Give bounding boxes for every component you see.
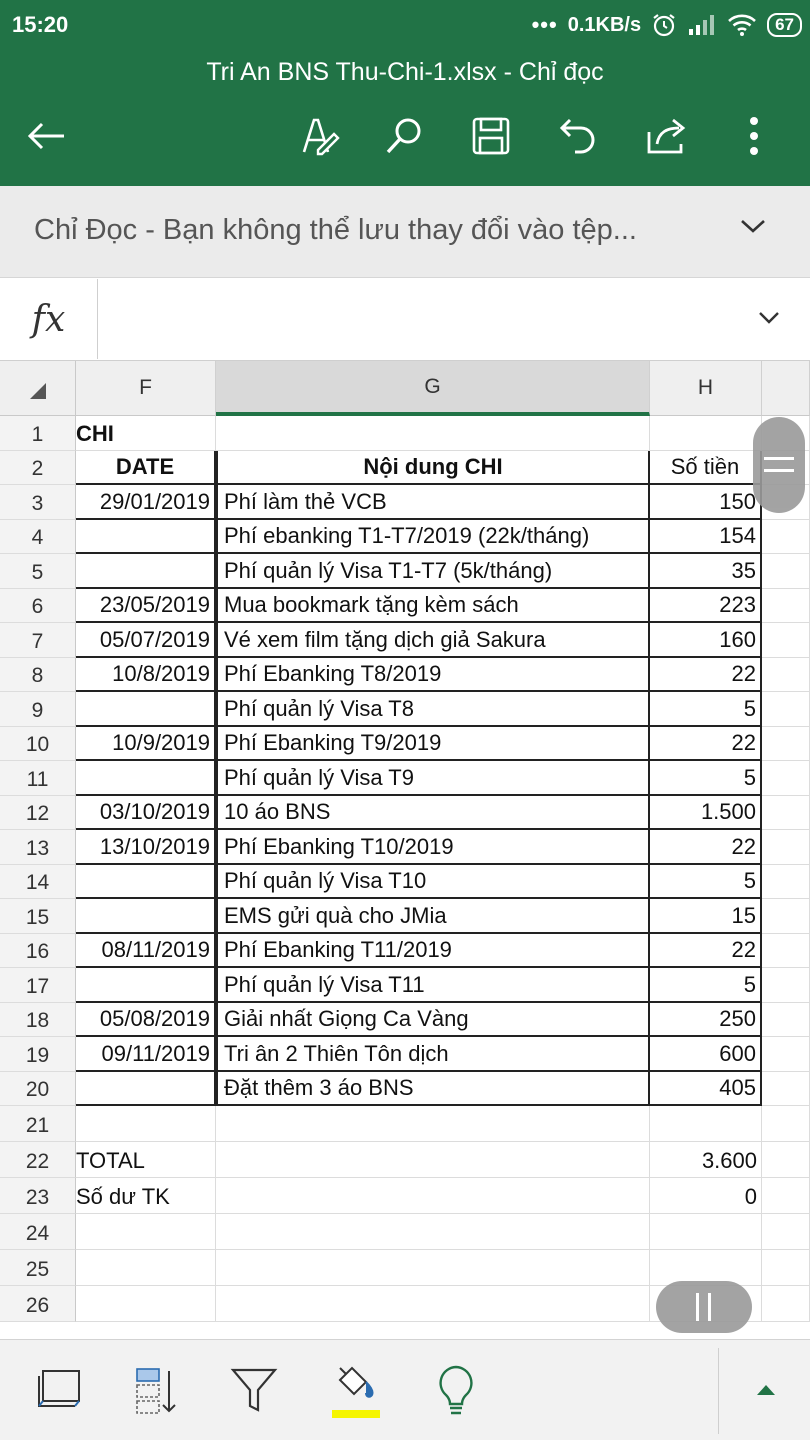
row-header[interactable]: 24 <box>0 1214 76 1250</box>
cell-h[interactable]: 35 <box>650 554 762 589</box>
cell-h[interactable]: 5 <box>650 761 762 796</box>
cell-i[interactable] <box>762 968 810 1003</box>
cell-g[interactable]: Giải nhất Giọng Ca Vàng <box>216 1003 650 1038</box>
table-row <box>0 1142 810 1178</box>
search-button[interactable] <box>376 108 432 164</box>
cell-i[interactable] <box>762 1178 810 1214</box>
cell-h[interactable]: 5 <box>650 692 762 727</box>
table-row <box>0 727 810 762</box>
cell-g[interactable]: Phí ebanking T1-T7/2019 (22k/tháng) <box>216 520 650 555</box>
row-header[interactable]: 8 <box>0 658 76 693</box>
cell-f[interactable]: 29/01/2019 <box>76 485 216 520</box>
cell-g[interactable]: 10 áo BNS <box>216 796 650 831</box>
row-header[interactable]: 22 <box>0 1142 76 1178</box>
cell-i[interactable] <box>762 1250 810 1286</box>
cell-h[interactable] <box>650 1106 762 1142</box>
filter-icon <box>230 1366 278 1414</box>
row-header[interactable]: 26 <box>0 1286 76 1322</box>
table-row <box>0 554 810 589</box>
cell-f[interactable]: CHI <box>76 416 216 451</box>
undo-button[interactable] <box>550 108 606 164</box>
cell-g[interactable]: Đặt thêm 3 áo BNS <box>216 1072 650 1107</box>
cell-h[interactable]: 15 <box>650 899 762 934</box>
more-icon <box>748 116 760 156</box>
table-row <box>0 1003 810 1038</box>
cell-g[interactable]: Mua bookmark tặng kèm sách <box>216 589 650 624</box>
tell-me-button[interactable] <box>424 1358 488 1422</box>
cell-g[interactable] <box>216 1142 650 1178</box>
share-button[interactable] <box>638 108 694 164</box>
row-header[interactable]: 12 <box>0 796 76 831</box>
cell-i[interactable] <box>762 554 810 589</box>
cell-h[interactable]: 160 <box>650 623 762 658</box>
cell-f[interactable]: TOTAL <box>76 1142 216 1178</box>
cell-g[interactable] <box>216 1214 650 1250</box>
cell-g[interactable]: Vé xem film tặng dịch giả Sakura <box>216 623 650 658</box>
row-header[interactable]: 20 <box>0 1072 76 1107</box>
cell-f[interactable] <box>76 865 216 900</box>
bottom-toolbar <box>0 1339 810 1440</box>
cell-f[interactable] <box>76 899 216 934</box>
cell-i[interactable] <box>762 623 810 658</box>
row-header[interactable]: 11 <box>0 761 76 796</box>
cell-f[interactable]: 05/07/2019 <box>76 623 216 658</box>
cell-f[interactable] <box>76 520 216 555</box>
cell-i[interactable] <box>762 1214 810 1250</box>
cell-f[interactable] <box>76 761 216 796</box>
table-row <box>0 1214 810 1250</box>
cell-h[interactable]: 22 <box>650 727 762 762</box>
table-row <box>0 623 810 658</box>
back-arrow-icon <box>26 121 66 151</box>
table-row <box>0 761 810 796</box>
cell-h[interactable]: 600 <box>650 1037 762 1072</box>
back-button[interactable] <box>18 108 74 164</box>
row-header[interactable]: 5 <box>0 554 76 589</box>
notification-dots: ••• <box>531 12 558 37</box>
column-header-g[interactable]: G <box>216 361 650 416</box>
chevron-down-icon[interactable] <box>738 216 768 236</box>
cell-g[interactable]: Phí làm thẻ VCB <box>216 485 650 520</box>
cell-g[interactable]: Phí quản lý Visa T11 <box>216 968 650 1003</box>
cell-i[interactable] <box>762 1003 810 1038</box>
wifi-icon <box>727 13 757 37</box>
expand-toolbar-button[interactable] <box>734 1358 798 1422</box>
row-header[interactable]: 14 <box>0 865 76 900</box>
cell-h[interactable]: 5 <box>650 968 762 1003</box>
cell-f[interactable]: 13/10/2019 <box>76 830 216 865</box>
cell-h[interactable]: 22 <box>650 830 762 865</box>
formula-input[interactable] <box>110 303 730 339</box>
row-header[interactable]: 16 <box>0 934 76 969</box>
cell-f[interactable]: 05/08/2019 <box>76 1003 216 1038</box>
row-header[interactable]: 3 <box>0 485 76 520</box>
readonly-banner[interactable] <box>0 186 810 278</box>
cell-i[interactable] <box>762 520 810 555</box>
row-header[interactable]: 9 <box>0 692 76 727</box>
cell-g[interactable]: EMS gửi quà cho JMia <box>216 899 650 934</box>
table-row <box>0 968 810 1003</box>
cell-i[interactable] <box>762 1286 810 1322</box>
cell-h[interactable]: 250 <box>650 1003 762 1038</box>
cell-h[interactable]: 1.500 <box>650 796 762 831</box>
filter-button[interactable] <box>222 1358 286 1422</box>
cell-g[interactable] <box>216 1178 650 1214</box>
cell-g[interactable]: Phí quản lý Visa T10 <box>216 865 650 900</box>
fx-label: fx <box>0 279 98 359</box>
fill-color-button[interactable] <box>324 1358 388 1422</box>
cell-h[interactable]: 0 <box>650 1178 762 1214</box>
cell-h[interactable]: Số tiền <box>650 451 762 485</box>
edit-button[interactable] <box>292 108 348 164</box>
cell-i[interactable] <box>762 658 810 693</box>
cell-i[interactable] <box>762 865 810 900</box>
sort-button[interactable] <box>124 1358 188 1422</box>
cell-i[interactable] <box>762 1072 810 1107</box>
cell-g[interactable]: Phí Ebanking T11/2019 <box>216 934 650 969</box>
signal-icon <box>687 13 717 37</box>
cell-g[interactable] <box>216 416 650 451</box>
column-header-i[interactable] <box>762 361 810 416</box>
cell-g[interactable]: Tri ân 2 Thiên Tôn dịch <box>216 1037 650 1072</box>
cell-i[interactable] <box>762 589 810 624</box>
cell-f[interactable]: 09/11/2019 <box>76 1037 216 1072</box>
freeze-panes-icon <box>33 1368 83 1412</box>
row-header[interactable]: 4 <box>0 520 76 555</box>
lightbulb-icon <box>434 1364 478 1416</box>
row-header[interactable]: 13 <box>0 830 76 865</box>
cell-f[interactable]: 08/11/2019 <box>76 934 216 969</box>
cell-h[interactable] <box>650 1214 762 1250</box>
cell-g[interactable]: Phí quản lý Visa T1-T7 (5k/tháng) <box>216 554 650 589</box>
share-icon <box>645 116 687 156</box>
save-button[interactable] <box>463 108 519 164</box>
cell-h[interactable]: 223 <box>650 589 762 624</box>
toolbar-divider <box>718 1348 719 1434</box>
pen-icon <box>300 116 340 156</box>
table-row <box>0 830 810 865</box>
cell-f[interactable] <box>76 1072 216 1107</box>
table-row <box>0 899 810 934</box>
cell-f[interactable]: 10/8/2019 <box>76 658 216 693</box>
cell-f[interactable]: Số dư TK <box>76 1178 216 1214</box>
readonly-message: Chỉ Đọc - Bạn không thể lưu thay đổi vào tệp... <box>34 214 637 246</box>
table-row <box>0 1037 810 1072</box>
cell-h[interactable]: 405 <box>650 1072 762 1107</box>
cell-g[interactable]: Nội dung CHI <box>216 451 650 485</box>
cell-f[interactable] <box>76 1250 216 1286</box>
cell-h[interactable]: 154 <box>650 520 762 555</box>
network-speed: 0.1KB/s <box>567 13 642 36</box>
vertical-scroll-handle[interactable] <box>753 417 805 513</box>
row-header[interactable]: 7 <box>0 623 76 658</box>
select-all-corner[interactable] <box>0 361 76 416</box>
formula-bar <box>0 279 810 361</box>
cell-g[interactable] <box>216 1250 650 1286</box>
chevron-down-icon[interactable] <box>756 309 782 327</box>
table-row <box>0 1178 810 1214</box>
row-header[interactable]: 6 <box>0 589 76 624</box>
document-title: Tri An BNS Thu-Chi-1.xlsx - Chỉ đọc <box>206 58 604 86</box>
row-header[interactable]: 10 <box>0 727 76 762</box>
table-row <box>0 934 810 969</box>
undo-icon <box>558 116 598 156</box>
cell-f[interactable]: 10/9/2019 <box>76 727 216 762</box>
cell-i[interactable] <box>762 692 810 727</box>
row-header[interactable]: 19 <box>0 1037 76 1072</box>
cell-f[interactable]: 03/10/2019 <box>76 796 216 831</box>
cell-f[interactable] <box>76 554 216 589</box>
horizontal-scroll-handle[interactable] <box>656 1281 752 1333</box>
cell-g[interactable]: Phí quản lý Visa T8 <box>216 692 650 727</box>
row-header[interactable]: 25 <box>0 1250 76 1286</box>
row-header[interactable]: 18 <box>0 1003 76 1038</box>
cell-f[interactable]: 23/05/2019 <box>76 589 216 624</box>
table-row <box>0 520 810 555</box>
select-all-triangle-icon <box>0 361 76 416</box>
cell-i[interactable] <box>762 1106 810 1142</box>
save-icon <box>471 116 511 156</box>
row-header[interactable]: 17 <box>0 968 76 1003</box>
row-header[interactable]: 21 <box>0 1106 76 1142</box>
table-row <box>0 416 810 451</box>
cell-i[interactable] <box>762 1037 810 1072</box>
row-header[interactable]: 2 <box>0 451 76 485</box>
table-row <box>0 451 810 485</box>
cell-i[interactable] <box>762 727 810 762</box>
table-row <box>0 865 810 900</box>
row-header[interactable]: 15 <box>0 899 76 934</box>
spreadsheet-grid[interactable] <box>0 361 810 1339</box>
cell-i[interactable] <box>762 796 810 831</box>
cell-i[interactable] <box>762 934 810 969</box>
search-icon <box>384 116 424 156</box>
more-options-button[interactable] <box>726 108 782 164</box>
cell-i[interactable] <box>762 899 810 934</box>
cell-f[interactable] <box>76 1106 216 1142</box>
table-row <box>0 485 810 520</box>
battery-indicator: 67 <box>767 13 802 37</box>
status-time: 15:20 <box>12 12 69 37</box>
table-row <box>0 796 810 831</box>
cell-f[interactable] <box>76 692 216 727</box>
table-row <box>0 1106 810 1142</box>
table-row <box>0 658 810 693</box>
cell-f[interactable]: DATE <box>76 451 216 485</box>
app-header <box>0 50 810 186</box>
column-header-h[interactable]: H <box>650 361 762 416</box>
cell-g[interactable] <box>216 1286 650 1322</box>
cell-h[interactable]: 3.600 <box>650 1142 762 1178</box>
cell-g[interactable]: Phí Ebanking T8/2019 <box>216 658 650 693</box>
cell-g[interactable]: Phí Ebanking T9/2019 <box>216 727 650 762</box>
cell-f[interactable] <box>76 1214 216 1250</box>
cell-h[interactable]: 5 <box>650 865 762 900</box>
table-row <box>0 589 810 624</box>
expand-up-icon <box>755 1383 777 1397</box>
cell-g[interactable]: Phí Ebanking T10/2019 <box>216 830 650 865</box>
fill-color-icon <box>326 1360 386 1420</box>
cell-h[interactable]: 150 <box>650 485 762 520</box>
cell-f[interactable] <box>76 1286 216 1322</box>
status-indicators <box>532 10 802 40</box>
sort-icon <box>131 1365 181 1415</box>
alarm-icon <box>651 12 677 38</box>
cell-h[interactable]: 22 <box>650 934 762 969</box>
cell-h[interactable]: 22 <box>650 658 762 693</box>
cell-h[interactable] <box>650 416 762 451</box>
freeze-panes-button[interactable] <box>26 1358 90 1422</box>
table-row <box>0 1072 810 1107</box>
row-header[interactable]: 23 <box>0 1178 76 1214</box>
cell-i[interactable] <box>762 830 810 865</box>
cell-f[interactable] <box>76 968 216 1003</box>
cell-g[interactable] <box>216 1106 650 1142</box>
table-row <box>0 692 810 727</box>
cell-i[interactable] <box>762 761 810 796</box>
cell-g[interactable]: Phí quản lý Visa T9 <box>216 761 650 796</box>
row-header[interactable]: 1 <box>0 416 76 451</box>
cell-i[interactable] <box>762 1142 810 1178</box>
column-header-f[interactable]: F <box>76 361 216 416</box>
status-bar <box>0 0 810 50</box>
